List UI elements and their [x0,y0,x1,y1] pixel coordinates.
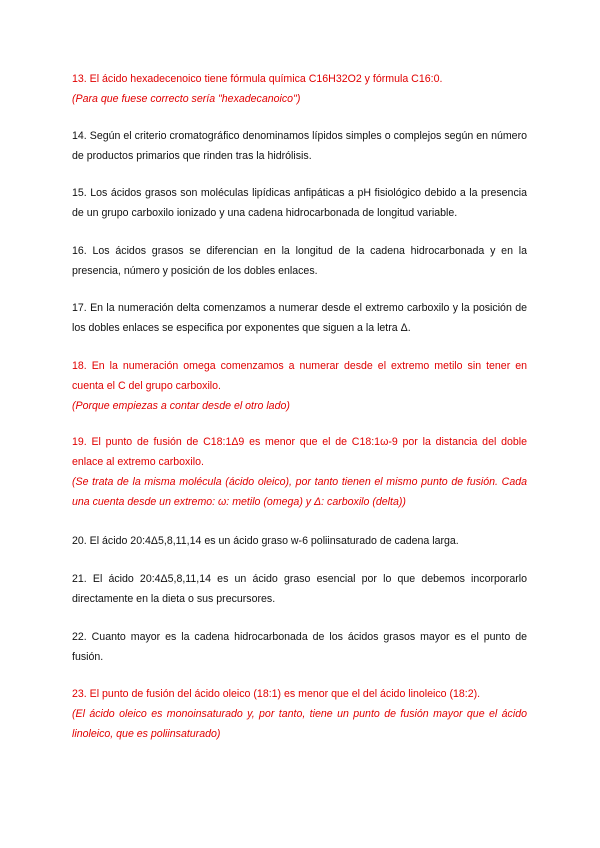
statement-text: 15. Los ácidos grasos son moléculas lipídicas anfipáticas a pH fisiológico debido a la presencia de un grupo carboxilo ionizado y una cadena hidrocarbonada de longitud variable. [72,187,527,219]
question-21 [72,569,527,609]
question-18 [72,356,527,416]
correction-note: (Porque empiezas a contar desde el otro lado) [72,400,290,412]
correction-note: (Se trata de la misma molécula (ácido oleico), por tanto tienen el mismo punto de fusión. Cada una cuenta desde un extremo: ω: metilo (omega) y Δ: carboxilo (delta)) [72,476,527,508]
statement-text: 22. Cuanto mayor es la cadena hidrocarbonada de los ácidos grasos mayor es el punto de fusión. [72,631,527,663]
question-15 [72,183,527,223]
question-22 [72,627,527,667]
question-19 [72,432,527,512]
question-13 [72,69,527,109]
question-20 [72,531,527,551]
statement-text: 20. El ácido 20:4Δ5,8,11,14 es un ácido graso w-6 poliinsaturado de cadena larga. [72,535,459,547]
question-23 [72,684,527,744]
statement-text: 16. Los ácidos grasos se diferencian en la longitud de la cadena hidrocarbonada y en la presencia, número y posición de los dobles enlaces. [72,245,527,277]
correction-note: (El ácido oleico es monoinsaturado y, por tanto, tiene un punto de fusión mayor que el ácido linoleico, que es poliinsaturado) [72,708,527,740]
statement-text: 14. Según el criterio cromatográfico denominamos lípidos simples o complejos según en número de productos primarios que rinden tras la hidrólisis. [72,130,527,162]
question-14 [72,126,527,166]
statement-text: 17. En la numeración delta comenzamos a numerar desde el extremo carboxilo y la posición de los dobles enlaces se especifica por exponentes que siguen a la letra Δ. [72,302,527,334]
statement-text: 21. El ácido 20:4Δ5,8,11,14 es un ácido graso esencial por lo que debemos incorporarlo directamente en la dieta o sus precursores. [72,573,527,605]
statement-text: 19. El punto de fusión de C18:1Δ9 es menor que el de C18:1ω-9 por la distancia del doble enlace al extremo carboxilo. [72,436,527,468]
correction-note: (Para que fuese correcto sería "hexadecanoico") [72,93,301,105]
statement-text: 23. El punto de fusión del ácido oleico (18:1) es menor que el del ácido linoleico (18:2). [72,688,481,700]
question-17 [72,298,527,338]
statement-text: 18. En la numeración omega comenzamos a numerar desde el extremo metilo sin tener en cuenta el C del grupo carboxilo. [72,360,527,392]
question-16 [72,241,527,281]
statement-text: 13. El ácido hexadecenoico tiene fórmula química C16H32O2 y fórmula C16:0. [72,73,443,85]
